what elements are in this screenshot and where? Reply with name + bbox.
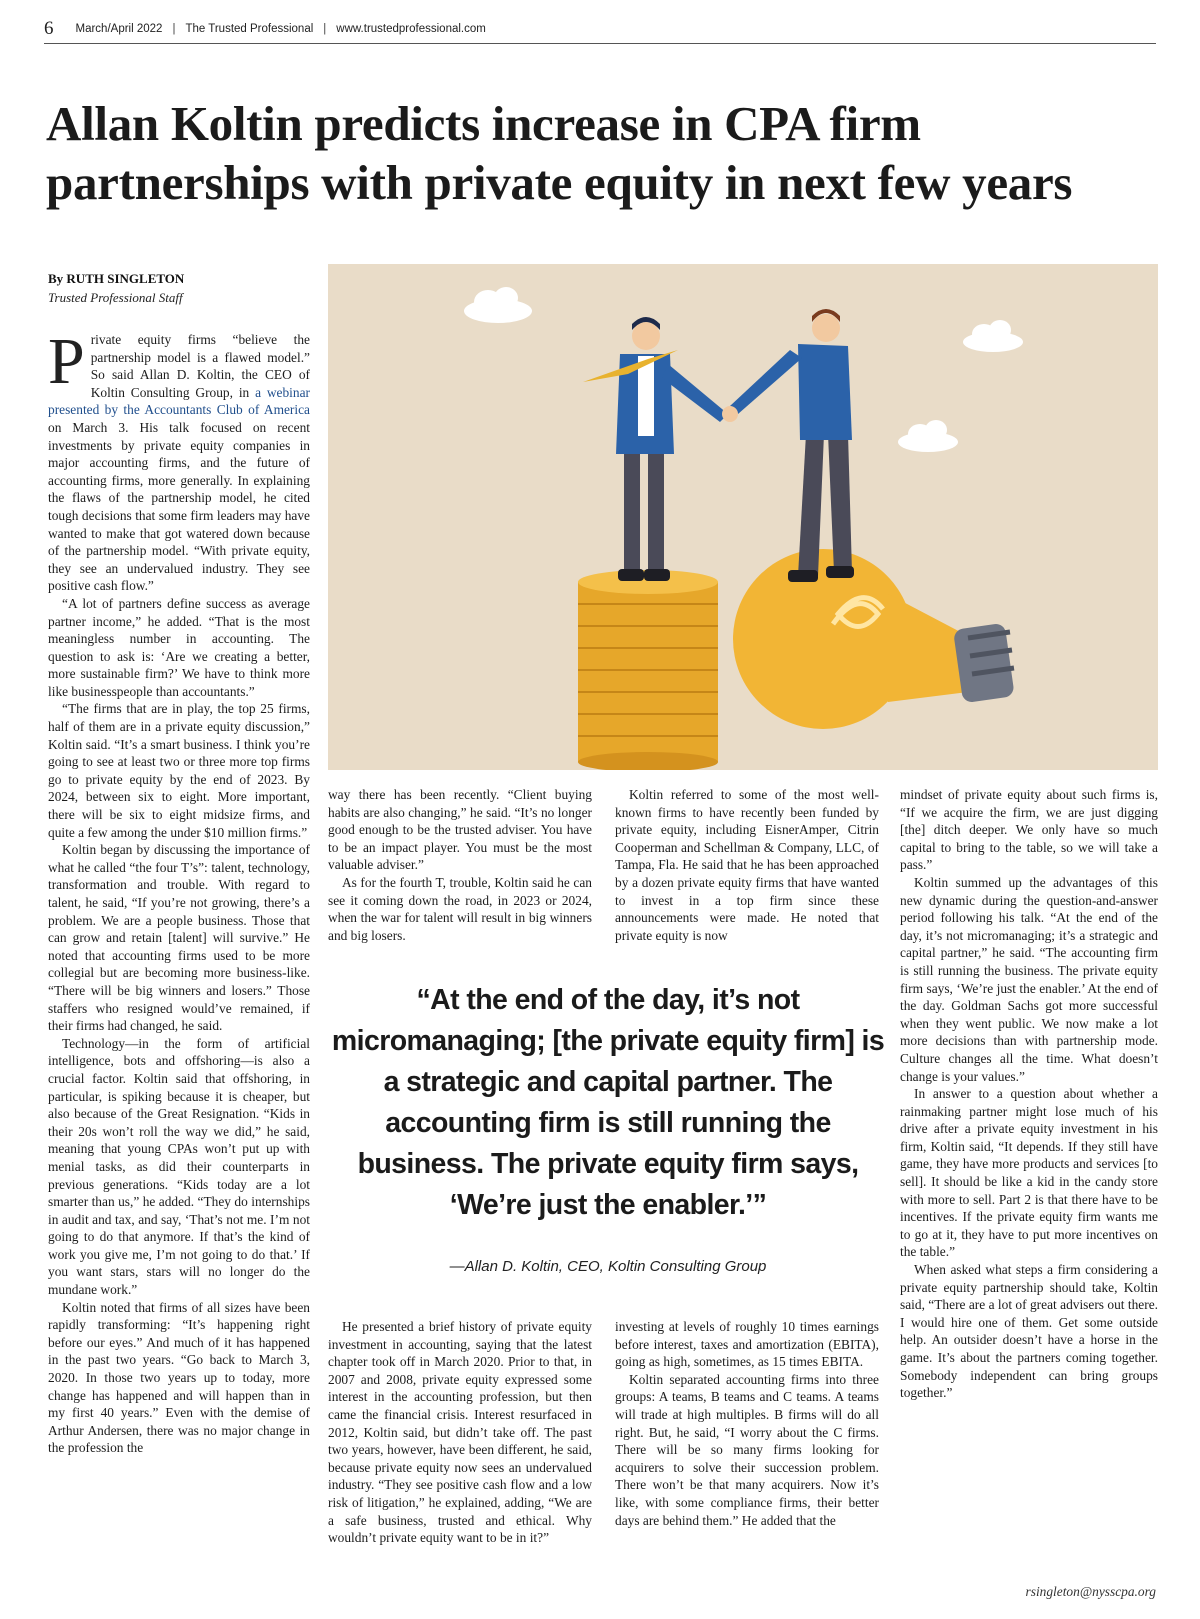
website-link[interactable]: www.trustedprofessional.com — [336, 22, 486, 35]
article-column-3-top — [615, 786, 879, 944]
author-email[interactable]: rsingleton@nysscpa.org — [1025, 1584, 1156, 1599]
paragraph: In answer to a question about whether a rainmaking partner might lose much of his drive after a private equity investment in his firm, Koltin said, “It depends. If they still have game, they have more products and services [to sell]. It should be like a kid in the candy store with more to sell. Part 2 is that there have to be incentives. If the private equity firm wants me to go at it, they have to put more incentives on the table.” — [900, 1086, 1158, 1260]
article-column-1 — [48, 325, 310, 1457]
paragraph: Koltin separated accounting firms into three groups: A teams, B teams and C teams. A teams will trade at high multiples. B firms will do all right. But, he said, “I worry about the C firms. There will be so many firms looking for acquirers to solve their succession problem. There won’t be that many acquirers. Now it’s like, with some compliance firms, their better days are behind them.” He added that the — [615, 1371, 879, 1528]
byline-author: By RUTH SINGLETON — [48, 271, 185, 286]
pull-quote: “At the end of the day, it’s not micromanaging; [the private equity firm] is a strategic and capital partner. The accounting firm is still running the business. The private equity firm says, ‘We’re just the enabler.’” — [331, 984, 885, 1221]
handshake-icon — [722, 406, 738, 422]
article-column-2-top — [328, 786, 592, 944]
article-column-3-bottom — [615, 1318, 879, 1529]
drop-cap: P — [48, 325, 85, 398]
handshake-image — [328, 264, 1158, 770]
paragraph: investing at levels of roughly 10 times earnings before interest, taxes and amortization (EBITA), going as high, sometimes, as 15 times EBITA. — [615, 1319, 879, 1370]
article-headline: Allan Koltin predicts increase in CPA firm partnerships with private equity in next few years — [46, 96, 1073, 210]
header-separator: | — [323, 22, 327, 35]
handshake-illustration — [328, 264, 1158, 770]
paragraph: When asked what steps a firm considering a private equity partnership should take, Koltin said, “There are a lot of great advisers out there. I would hire one of them. Get some outside help. An outsider doesn’t have a horse in the game. It’s about the partners coming together. Somebody independent can bring groups together.” — [900, 1262, 1158, 1401]
running-header — [44, 14, 1156, 44]
paragraph: He presented a brief history of private equity investment in accounting, saying that the latest chapter took off in March 2020. Prior to that, in 2007 and 2008, private equity expressed some interest in the accounting profession, but then came the financial crisis. Interest resurfaced in 2012, Koltin said, but didn’t take off. The past two years, however, have been different, he said, because private equity now sees an undervalued industry. “They see positive cash flow and a low risk of litigation,” he explained, adding, “We are a safe business, trusted and ethical. Why wouldn’t private equity want to be in it?” — [328, 1319, 592, 1546]
pull-quote-attribution: —Allan D. Koltin, CEO, Koltin Consulting Group — [449, 1258, 767, 1275]
paragraph: way there has been recently. “Client buying habits are also changing,” he said. “It’s no longer good enough to be the trusted adviser. You have to be an impact player. You must be the most valuable adviser.” — [328, 787, 592, 873]
header-separator: | — [172, 22, 176, 35]
byline-role: Trusted Professional Staff — [48, 290, 183, 305]
paragraph: mindset of private equity about such firms is, “If we acquire the firm, we are just digging [the] ditch deeper. We only have so much capital to bring to the table, so we will take a pass.” — [900, 787, 1158, 873]
publication-name: The Trusted Professional — [185, 22, 314, 35]
paragraph: As for the fourth T, trouble, Koltin said he can see it coming down the road, in 2023 or 2024, when the war for talent will result in big winners and big losers. — [328, 874, 592, 943]
paragraph: Koltin began by discussing the importance of what he called “the four T’s”: talent, technology, transformation and trouble. With regard to talent, he said, “If you’re not growing, there’s a problem. We are a people business. Those that can grow and retain [talent] will survive.” He noted that accounting firms used to be more collegial but are becoming more business-like. “There will be big winners and losers.” Those staffers who resigned would’ve remained, if their firms had changed, he said. — [48, 842, 310, 1034]
paragraph: Technology—in the form of artificial intelligence, bots and offshoring—is also a crucial factor. Koltin said that offshoring, in particular, is spiking because it is cheaper, but also because of the Great Resignation. “Kids in their 20s won’t roll the way we did,” he said, meaning that young CPAs won’t put up with menial tasks, as did their counterparts in previous generations. “Kids today are a lot smarter than us,” he added. “They do internships in audit and tax, and say, ‘That’s not me. I’m not going to do that anymore. If that’s the kind of work you give me, I’m not going to do that.’ If you want stars, stars will no longer do the mundane work.” — [48, 1035, 310, 1298]
paragraph: Koltin referred to some of the most well-known firms to have recently been funded by private equity, including EisnerAmper, Citrin Cooperman and Schellman & Company, LLC, of Tampa, Fla. He said that he has been approached by a dozen private equity firms that have wanted to invest in a top firm since these announcements were made. He noted that private equity is now — [615, 787, 879, 943]
issue-date: March/April 2022 — [75, 22, 163, 35]
paragraph: “The firms that are in play, the top 25 firms, half of them are in a private equity discussion,” Koltin said. “It’s a smart business. I think you’re going to see at least two or three more top firms go to private equity by the end of 2023. By 2024, between six to eight. More important, there will be six to eight midsize firms, and quite a few among the under $10 million firms.” — [48, 701, 310, 840]
webinar-link[interactable]: a webinar presented by the Accountants Club of America — [48, 384, 310, 418]
paragraph: Private equity firms “believe the partnership model is a flawed model.” So said Allan D. Koltin, the CEO of Koltin Consulting Group, in a webinar presented by the Accountants Club of America on March 3. His talk focused on recent investments by private equity companies in major accounting firms, and the future of accounting firms, more generally. In explaining the flaws of the partnership model, he cited tough decisions that some firm leaders may have wanted to make that got watered down because of the partnership model. “With private equity, they see an undervalued industry. They see positive cash flow.” — [48, 325, 310, 594]
paragraph: “A lot of partners define success as average partner income,” he added. “That is the most meaningless number in accounting. The question to ask is: ‘Are we creating a better, more sustainable firm?’ We have to think more like businesspeople than accountants.” — [48, 595, 310, 699]
paragraph: Koltin noted that firms of all sizes have been rapidly transforming: “It’s happening right before our eyes.” And much of it has happened in the past two years. “Go back to March 3, 2020. In those two years up to today, more change has happened and will happen than in my first 40 years.” Even with the demise of Arthur Andersen, there was no major change in the profession the — [48, 1299, 310, 1456]
article-column-4 — [900, 786, 1158, 1402]
page-number: 6 — [44, 17, 54, 39]
article-column-2-bottom — [328, 1318, 592, 1547]
paragraph: Koltin summed up the advantages of this new dynamic during the question-and-answer period following his talk. “At the end of the day, it’s not micromanaging; it’s a strategic and capital partner,” he said. “The accounting firm is still running the business. The private equity firm says, ‘We’re just the enabler.’ At the end of the day. Goldman Sachs got more successful when they went public. We now make a lot more decisions than with partnership mode. Culture changes all the time. What doesn’t change is your values.” — [900, 874, 1158, 1084]
coin-stack-icon — [578, 570, 718, 770]
